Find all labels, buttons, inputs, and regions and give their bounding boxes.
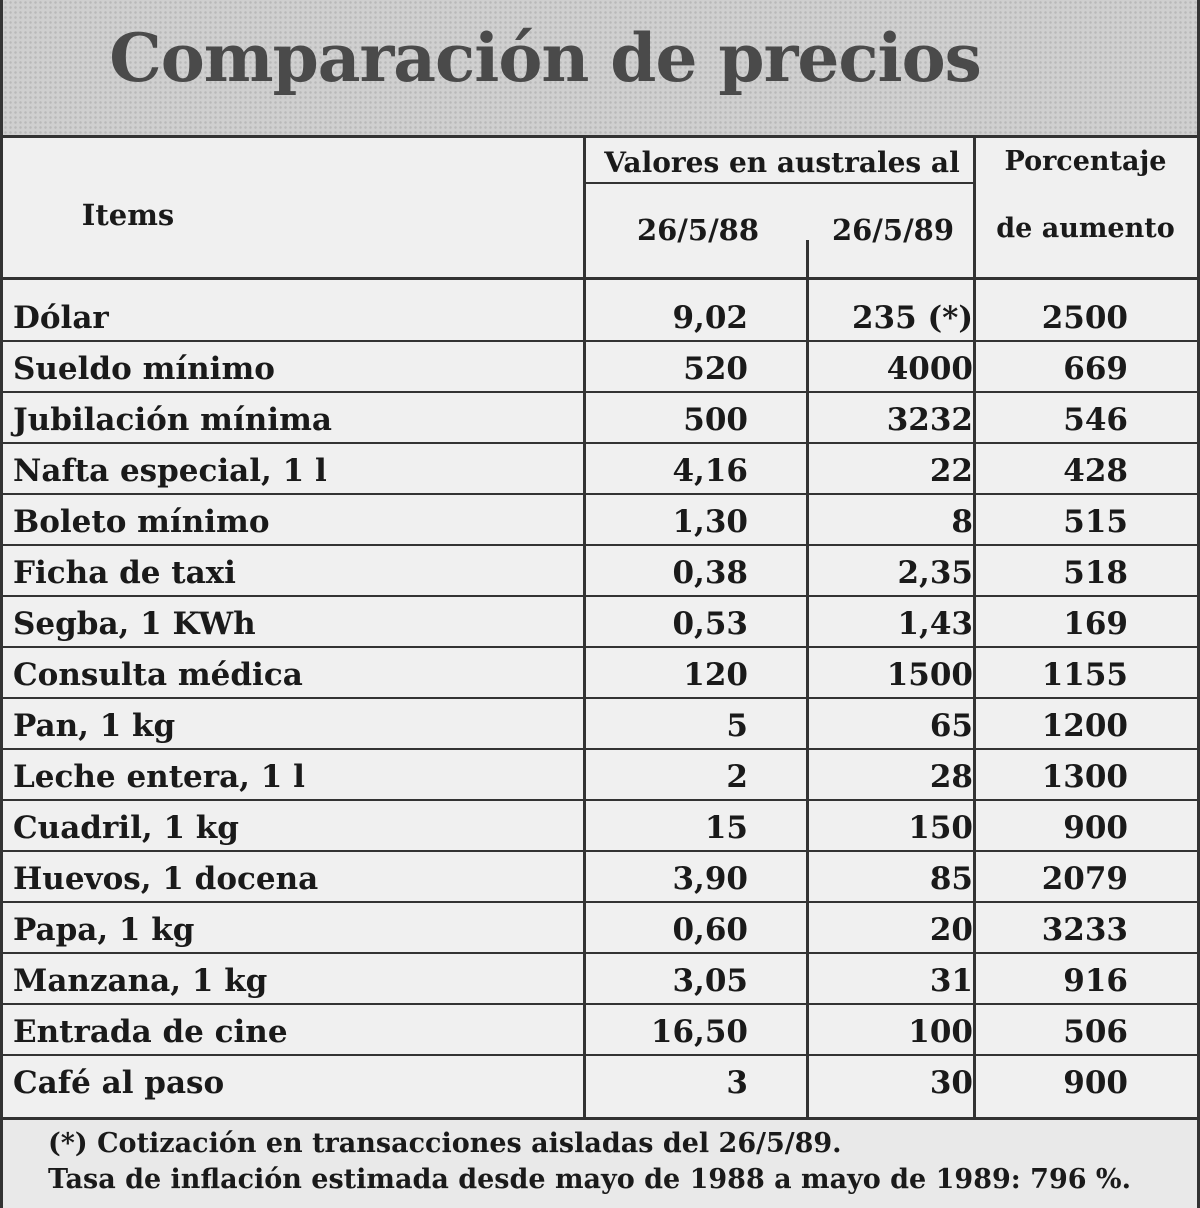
row-percent-increase: 1200 — [1041, 708, 1128, 744]
row-percent-increase: 515 — [1063, 504, 1128, 540]
row-percent-increase: 916 — [1063, 963, 1128, 999]
table-row — [3, 445, 1197, 496]
row-value-1989: 20 — [929, 912, 973, 948]
footnote-exchange: (*) Cotización en transacciones aisladas del 26/5/89. — [48, 1128, 842, 1159]
row-value-1988: 5 — [726, 708, 748, 744]
row-value-1989: 31 — [929, 963, 973, 999]
row-value-1989: 1500 — [886, 657, 973, 693]
row-item-label: Jubilación mínima — [13, 402, 332, 438]
row-percent-increase: 2500 — [1041, 300, 1128, 336]
row-percent-increase: 518 — [1063, 555, 1128, 591]
table-row — [3, 394, 1197, 445]
row-value-1988: 0,60 — [672, 912, 748, 948]
row-divider — [3, 799, 1197, 801]
row-item-label: Manzana, 1 kg — [13, 963, 268, 999]
row-percent-increase: 546 — [1063, 402, 1128, 438]
table-row — [3, 700, 1197, 751]
row-divider — [3, 544, 1197, 546]
row-value-1988: 2 — [726, 759, 748, 795]
header-date-1989: 26/5/89 — [831, 213, 955, 247]
table-row — [3, 343, 1197, 394]
row-divider — [3, 748, 1197, 750]
table-row — [3, 802, 1197, 853]
row-percent-increase: 1155 — [1041, 657, 1128, 693]
title-band — [3, 0, 1197, 138]
row-value-1989: 85 — [929, 861, 973, 897]
row-value-1989: 3232 — [886, 402, 973, 438]
row-divider — [3, 340, 1197, 342]
row-value-1988: 4,16 — [672, 453, 748, 489]
footnote-inflation: Tasa de inflación estimada desde mayo de 1988 a mayo de 1989: 796 %. — [48, 1164, 1131, 1195]
row-percent-increase: 169 — [1063, 606, 1128, 642]
row-value-1988: 15 — [704, 810, 748, 846]
table-row — [3, 1057, 1197, 1108]
row-value-1989: 235 (*) — [851, 300, 973, 336]
row-item-label: Ficha de taxi — [13, 555, 236, 591]
header-porcentaje-line1: Porcentaje — [1004, 146, 1167, 177]
row-item-label: Cuadril, 1 kg — [13, 810, 239, 846]
row-value-1989: 8 — [951, 504, 973, 540]
valores-underline — [586, 182, 973, 184]
row-item-label: Consulta médica — [13, 657, 303, 693]
row-value-1989: 22 — [929, 453, 973, 489]
row-item-label: Huevos, 1 docena — [13, 861, 319, 897]
row-divider — [3, 493, 1197, 495]
row-percent-increase: 900 — [1063, 810, 1128, 846]
table-row — [3, 292, 1197, 343]
row-item-label: Papa, 1 kg — [13, 912, 195, 948]
row-percent-increase: 2079 — [1041, 861, 1128, 897]
row-divider — [3, 697, 1197, 699]
row-item-label: Boleto mínimo — [13, 504, 270, 540]
row-value-1989: 100 — [908, 1014, 973, 1050]
row-value-1989: 28 — [929, 759, 973, 795]
header-valores: Valores en australes al — [604, 146, 960, 179]
row-divider — [3, 442, 1197, 444]
row-value-1989: 1,43 — [897, 606, 973, 642]
row-divider — [3, 901, 1197, 903]
header-porcentaje-line2: de aumento — [996, 213, 1175, 244]
row-percent-increase: 3233 — [1041, 912, 1128, 948]
table-row — [3, 598, 1197, 649]
table-title: Comparación de precios — [109, 18, 981, 97]
row-value-1988: 16,50 — [650, 1014, 748, 1050]
row-value-1988: 1,30 — [672, 504, 748, 540]
row-item-label: Segba, 1 KWh — [13, 606, 256, 642]
row-divider — [3, 1003, 1197, 1005]
row-divider — [3, 646, 1197, 648]
header-items: Items — [81, 198, 175, 232]
row-value-1989: 65 — [929, 708, 973, 744]
row-value-1988: 120 — [683, 657, 748, 693]
row-value-1988: 0,38 — [672, 555, 748, 591]
header-bottom-rule — [3, 277, 1197, 280]
header-date-1988: 26/5/88 — [636, 213, 760, 247]
row-value-1989: 4000 — [886, 351, 973, 387]
row-value-1988: 500 — [683, 402, 748, 438]
footnotes — [3, 1120, 1197, 1208]
row-item-label: Café al paso — [13, 1065, 225, 1101]
table-row — [3, 496, 1197, 547]
row-divider — [3, 391, 1197, 393]
row-percent-increase: 1300 — [1041, 759, 1128, 795]
table-row — [3, 1006, 1197, 1057]
row-value-1988: 3,90 — [672, 861, 748, 897]
row-percent-increase: 669 — [1063, 351, 1128, 387]
row-item-label: Dólar — [13, 300, 109, 336]
row-divider — [3, 1054, 1197, 1056]
row-item-label: Entrada de cine — [13, 1014, 288, 1050]
row-item-label: Nafta especial, 1 l — [13, 453, 327, 489]
table-row — [3, 904, 1197, 955]
table-row — [3, 853, 1197, 904]
table-row — [3, 547, 1197, 598]
row-value-1988: 0,53 — [672, 606, 748, 642]
row-item-label: Leche entera, 1 l — [13, 759, 305, 795]
row-divider — [3, 595, 1197, 597]
row-value-1989: 30 — [929, 1065, 973, 1101]
row-value-1989: 150 — [908, 810, 973, 846]
table-row — [3, 751, 1197, 802]
row-value-1988: 9,02 — [672, 300, 748, 336]
row-divider — [3, 850, 1197, 852]
row-value-1989: 2,35 — [897, 555, 973, 591]
row-percent-increase: 428 — [1063, 453, 1128, 489]
row-percent-increase: 900 — [1063, 1065, 1128, 1101]
row-value-1988: 3,05 — [672, 963, 748, 999]
row-item-label: Sueldo mínimo — [13, 351, 275, 387]
row-value-1988: 3 — [726, 1065, 748, 1101]
row-value-1988: 520 — [683, 351, 748, 387]
table-row — [3, 649, 1197, 700]
row-item-label: Pan, 1 kg — [13, 708, 176, 744]
row-divider — [3, 952, 1197, 954]
row-percent-increase: 506 — [1063, 1014, 1128, 1050]
table-row — [3, 955, 1197, 1006]
